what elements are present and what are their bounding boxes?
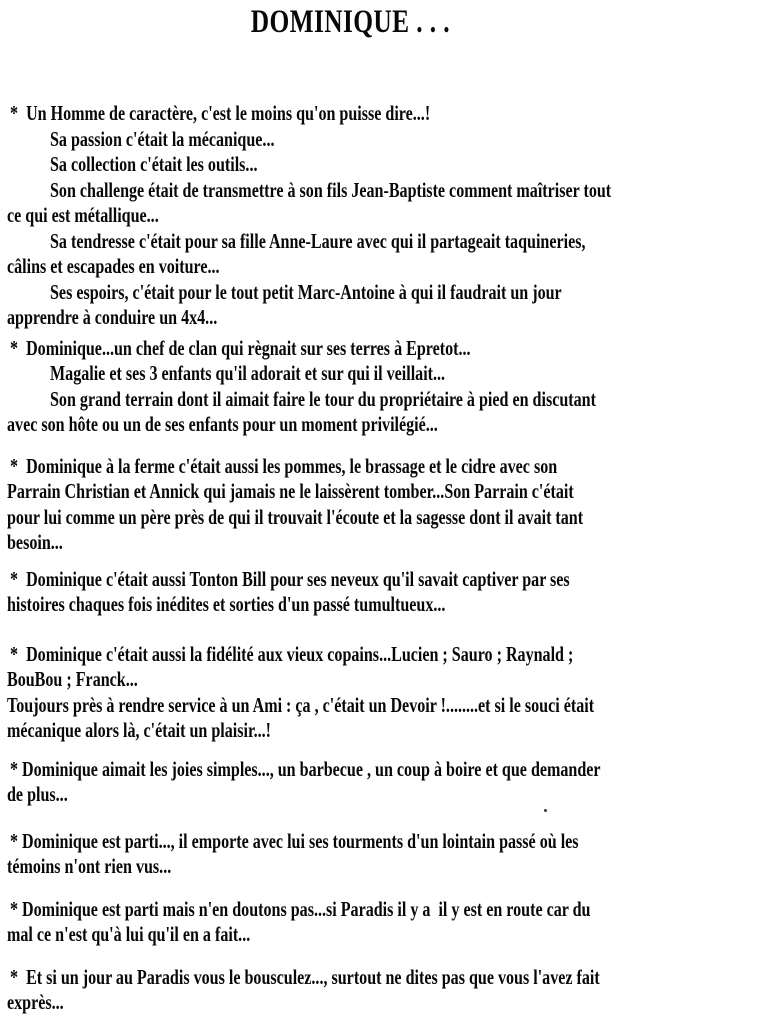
text-line-content: Sa collection c'était les outils... xyxy=(50,152,258,176)
text-line xyxy=(0,965,771,991)
text-line-content: * Et si un jour au Paradis vous le bousculez..., surtout ne dites pas que vous l'avez fait xyxy=(10,964,600,989)
paragraph xyxy=(0,454,771,556)
text-line xyxy=(0,667,771,693)
scan-artifact-dot xyxy=(544,809,547,812)
text-line-content: * Dominique est parti..., il emporte avec lui ses tourments d'un lointain passé où les xyxy=(10,828,579,853)
text-line xyxy=(0,387,771,413)
text-line xyxy=(0,854,771,880)
text-line-content: Son grand terrain dont il aimait faire le tour du propriétaire à pied en discutant xyxy=(50,386,596,411)
text-line-content: de plus... xyxy=(7,782,68,806)
text-line xyxy=(0,305,771,331)
text-line-content: mal ce n'est qu'à lui qu'il en a fait... xyxy=(7,922,251,946)
text-line xyxy=(0,229,771,255)
text-line-content: histoires chaques fois inédites et sorties d'un passé tumultueux... xyxy=(7,592,446,616)
text-line xyxy=(0,361,771,387)
text-line xyxy=(0,567,771,593)
text-line-content: Parrain Christian et Annick qui jamais ne le laissèrent tomber...Son Parrain c'était xyxy=(7,479,574,503)
text-line xyxy=(0,280,771,306)
text-line-content: apprendre à conduire un 4x4... xyxy=(7,305,218,329)
text-line-content: * Dominique aimait les joies simples..., un barbecue , un coup à boire et que demander xyxy=(10,756,601,781)
paragraph xyxy=(0,757,771,808)
text-line xyxy=(0,592,771,618)
text-line-content: exprès... xyxy=(7,990,64,1014)
paragraph xyxy=(0,101,771,331)
text-line-content: * Dominique c'était aussi Tonton Bill pour ses neveux qu'il savait captiver par ses xyxy=(10,566,570,591)
text-line-content: Sa tendresse c'était pour sa fille Anne-Laure avec qui il partageait taquineries, xyxy=(50,228,586,253)
paragraph xyxy=(0,897,771,948)
paragraph xyxy=(0,336,771,438)
text-line-content: câlins et escapades en voiture... xyxy=(7,254,220,278)
text-line xyxy=(0,127,771,153)
text-line xyxy=(0,505,771,531)
text-line xyxy=(0,897,771,923)
text-line xyxy=(0,530,771,556)
text-line-content: ce qui est métallique... xyxy=(7,203,159,227)
text-line xyxy=(0,101,771,127)
text-line-content: avec son hôte ou un de ses enfants pour un moment privilégié... xyxy=(7,412,438,436)
paragraph xyxy=(0,642,771,744)
text-line-content: témoins n'ont rien vus... xyxy=(7,854,172,878)
text-line xyxy=(0,782,771,808)
text-line xyxy=(0,178,771,204)
text-line-content: mécanique alors là, c'était un plaisir...! xyxy=(7,718,272,742)
text-line xyxy=(0,990,771,1016)
text-line xyxy=(0,336,771,362)
text-line xyxy=(0,693,771,719)
text-line-content: Magalie et ses 3 enfants qu'il adorait et sur qui il veillait... xyxy=(50,361,446,385)
text-line-content: * Dominique c'était aussi la fidélité aux vieux copains...Lucien ; Sauro ; Raynald ; xyxy=(10,641,574,666)
text-line xyxy=(0,829,771,855)
text-line-content: besoin... xyxy=(7,530,63,554)
text-line-content: Ses espoirs, c'était pour le tout petit Marc-Antoine à qui il faudrait un jour xyxy=(50,279,562,304)
text-line-content: * Dominique...un chef de clan qui règnait sur ses terres à Epretot... xyxy=(10,335,471,360)
document-title: DOMINIQUE . . . xyxy=(250,4,450,40)
text-line xyxy=(0,203,771,229)
text-line xyxy=(0,254,771,280)
text-line-content: * Un Homme de caractère, c'est le moins qu'on puisse dire...! xyxy=(10,101,431,125)
text-line-content: BouBou ; Franck... xyxy=(7,667,138,691)
text-line xyxy=(0,412,771,438)
paragraph xyxy=(0,567,771,618)
text-line-content: Toujours près à rendre service à un Ami : ça , c'était un Devoir !........et si le souci était xyxy=(7,692,595,717)
text-line-content: * Dominique est parti mais n'en doutons pas...si Paradis il y a il y est en route car du xyxy=(10,896,591,921)
scanned-document-page xyxy=(0,6,771,1030)
document-header xyxy=(0,6,700,38)
text-line-content: Son challenge était de transmettre à son fils Jean-Baptiste comment maîtriser tout xyxy=(50,177,612,202)
text-line-content: * Dominique à la ferme c'était aussi les pommes, le brassage et le cidre avec son xyxy=(10,453,558,478)
text-line xyxy=(0,479,771,505)
text-line xyxy=(0,922,771,948)
text-line xyxy=(0,757,771,783)
text-line-content: pour lui comme un père près de qui il trouvait l'écoute et la sagesse dont il avait tant xyxy=(7,504,584,529)
text-line xyxy=(0,152,771,178)
paragraph xyxy=(0,965,771,1016)
document-body xyxy=(0,101,771,1016)
text-line xyxy=(0,454,771,480)
text-line-content: Sa passion c'était la mécanique... xyxy=(50,126,275,151)
text-line xyxy=(0,642,771,668)
paragraph xyxy=(0,829,771,880)
text-line xyxy=(0,718,771,744)
